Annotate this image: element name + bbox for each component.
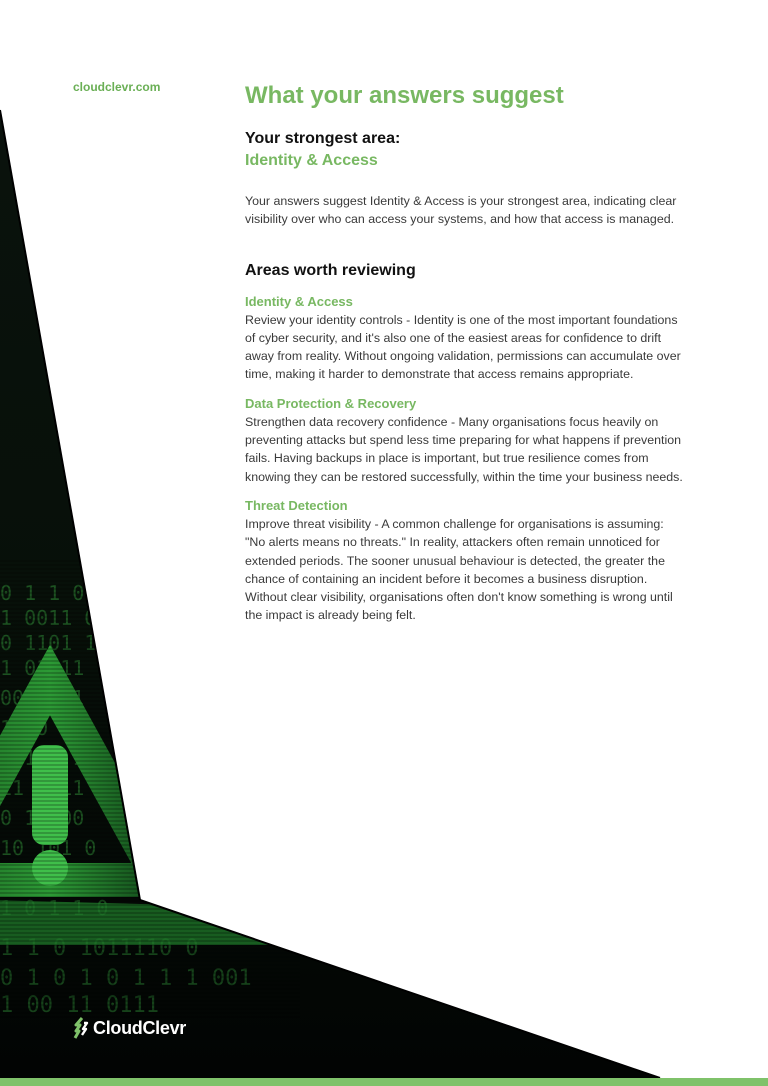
strongest-area-value: Identity & Access [245, 152, 378, 169]
review-area-title: Identity & Access [245, 293, 353, 309]
review-area-title: Threat Detection [245, 497, 348, 513]
logo-wordmark: CloudClevr [93, 1017, 187, 1038]
site-url[interactable]: cloudclevr.com [73, 80, 161, 94]
review-section-heading: Areas worth reviewing [245, 261, 416, 279]
review-area-data-protection [245, 394, 685, 486]
strongest-area-description: Your answers suggest Identity & Access is your strongest area, indicating clear visibility over who can access your systems, and how that access is managed. [245, 194, 677, 227]
strongest-area-heading: Your strongest area: [245, 130, 401, 147]
cloudclevr-logo [73, 1016, 186, 1040]
review-area-threat-detection [245, 496, 685, 625]
review-area-identity [245, 292, 685, 384]
review-area-title: Data Protection & Recovery [245, 395, 417, 411]
review-area-body: Review your identity controls - Identity is one of the most important foundations of cyber security, and it's also one of the easiest areas for confidence to drift away from reality. Without ongoing validation, permissions can accumulate over time, making it harder to demonstrate that access remains appropriate. [245, 312, 681, 382]
review-area-body: Improve threat visibility - A common challenge for organisations is assuming: "No alerts means no threats." In reality, attackers often remain unnoticed for extended periods. The sooner unusual behaviour is detected, the greater the chance of containing an incident before it becomes a business disruption. Without clear visibility, organisations often don't know something is wrong until the impact is already being felt. [245, 516, 673, 623]
page-title: What your answers suggest [245, 82, 564, 109]
review-area-body: Strengthen data recovery confidence - Many organisations focus heavily on preventing attacks but spend less time preparing for what happens if prevention fails. Having backups in place is important, but true resilience comes from knowing they can be restored successfully, within the time your business needs. [245, 414, 683, 484]
cloudclevr-logo-icon [73, 1017, 89, 1039]
main-content [245, 80, 685, 625]
bottom-accent-bar [0, 1078, 768, 1086]
